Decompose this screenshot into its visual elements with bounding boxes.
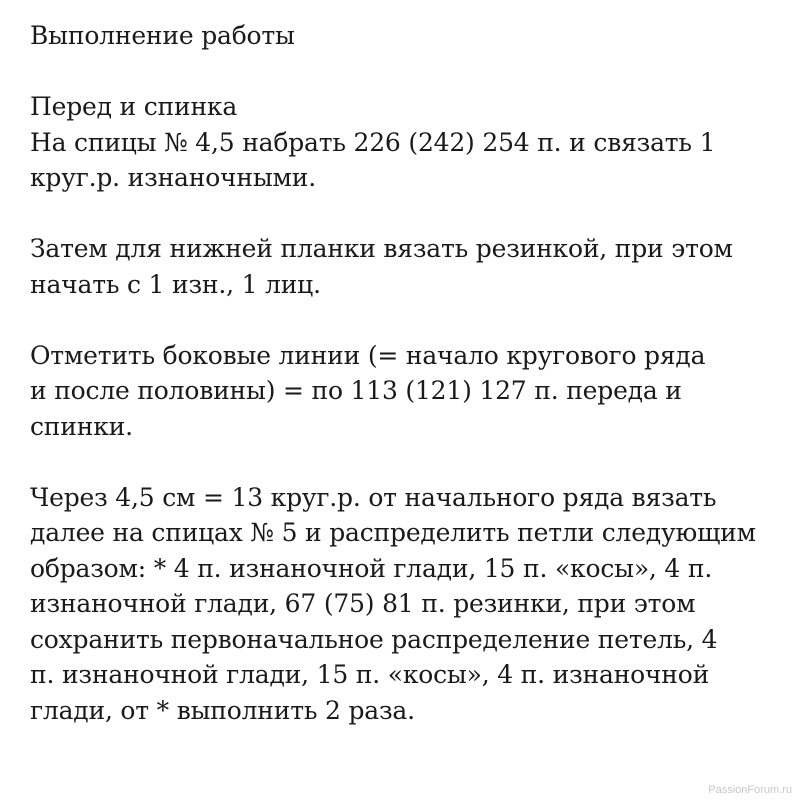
document-page [30, 18, 790, 728]
section-heading: Перед и спинка [30, 92, 238, 121]
paragraph-4-line-4: изнаночной глади, 67 (75) 81 п. резинки, при этом [30, 589, 696, 618]
paragraph-2-line-2: начать с 1 изн., 1 лиц. [30, 269, 321, 299]
paragraph-4-line-6: п. изнаночной глади, 15 п. «косы», 4 п. изнаночной [30, 660, 710, 689]
paragraph-1-line-2: круг.р. изнаночными. [30, 163, 317, 192]
paragraph-3-line-3: спинки. [30, 411, 133, 441]
document-title: Выполнение работы [30, 21, 295, 50]
paragraph-3-line-1: Отметить боковые линии (= начало кругового ряда [30, 340, 706, 370]
watermark: PassionForum.ru [708, 784, 792, 796]
paragraph-2-line-1: Затем для нижней планки вязать резинкой, при этом [30, 234, 733, 263]
paragraph-4-line-1: Через 4,5 см = 13 круг.р. от начального ряда вязать [30, 482, 717, 512]
spacer [30, 196, 790, 232]
paragraph-4-line-2: далее на спицах № 5 и распределить петли следующим [30, 518, 756, 547]
paragraph-4-line-7: глади, от * выполнить 2 раза. [30, 695, 415, 725]
paragraph-4-line-5: сохранить первоначальное распределение петель, 4 [30, 624, 718, 654]
paragraph-3-line-2: и после половины) = по 113 (121) 127 п. переда и [30, 376, 682, 405]
spacer [30, 54, 790, 90]
spacer [30, 444, 790, 480]
paragraph-1-line-1: На спицы № 4,5 набрать 226 (242) 254 п. и связать 1 [30, 127, 716, 157]
spacer [30, 302, 790, 338]
paragraph-4-line-3: образом: * 4 п. изнаночной глади, 15 п. «косы», 4 п. [30, 553, 713, 583]
